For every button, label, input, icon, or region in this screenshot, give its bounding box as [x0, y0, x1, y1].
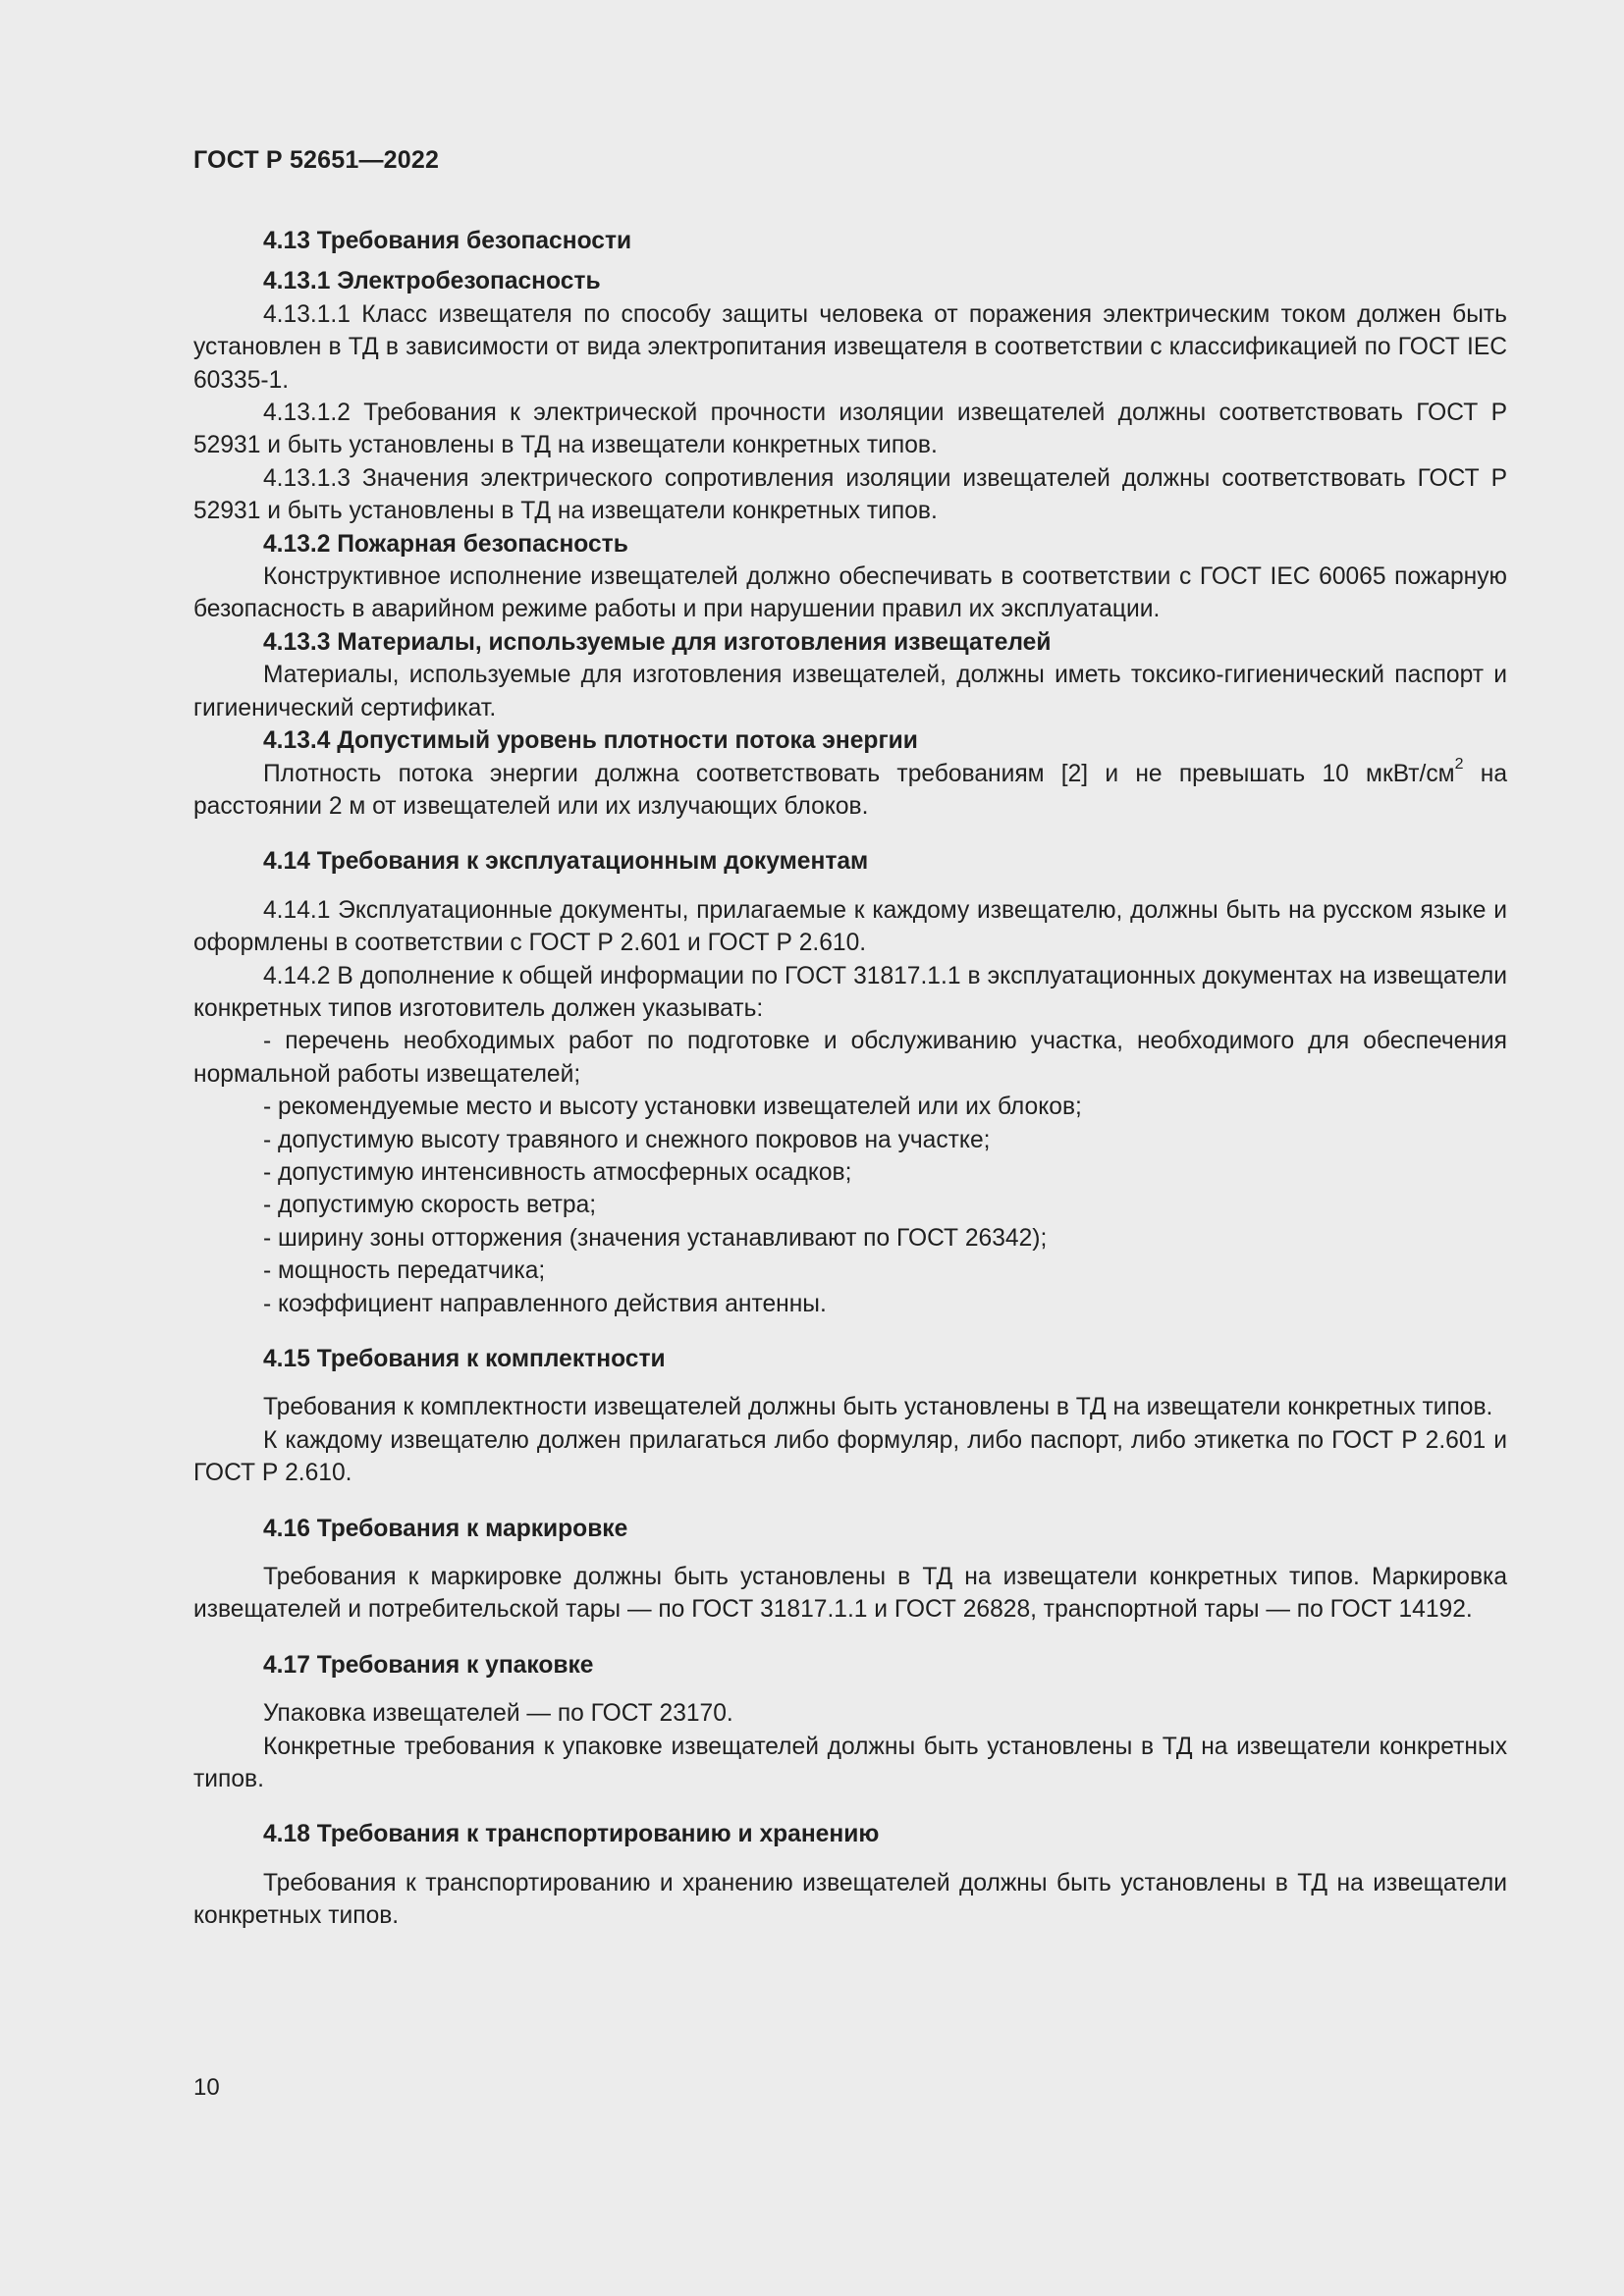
- paragraph-4-14-1: 4.14.1 Эксплуатационные документы, прилагаемые к каждому извещателю, должны быть на русском языке и оформлены в соответствии с ГОСТ Р 2.601 и ГОСТ Р 2.610.: [193, 896, 1507, 957]
- paragraph-4-17-2: Конкретные требования к упаковке извещателей должны быть установлены в ТД на извещатели конкретных типов.: [193, 1733, 1507, 1793]
- section-4-14-heading: 4.14 Требования к эксплуатационным документам: [263, 848, 869, 876]
- document-code-header: ГОСТ Р 52651—2022: [193, 146, 440, 174]
- paragraph-4-13-4-text-end: на расстоянии 2 м от извещателей или их излучающих блоков.: [193, 760, 1508, 820]
- section-4-13-heading: 4.13 Требования безопасности: [263, 228, 632, 254]
- subsection-4-13-2-heading: 4.13.2 Пожарная безопасность: [263, 530, 628, 558]
- list-item: - ширину зоны отторжения (значения устанавливают по ГОСТ 26342);: [263, 1224, 1048, 1252]
- paragraph-4-13-1-2: 4.13.1.2 Требования к электрической прочности изоляции извещателей должны соответствовать ГОСТ Р 52931 и быть установлены в ТД на извещатели конкретных типов.: [193, 400, 1507, 459]
- list-item: - допустимую скорость ветра;: [263, 1192, 597, 1219]
- superscript-2: 2: [1454, 756, 1464, 774]
- paragraph-4-14-2: 4.14.2 В дополнение к общей информации по ГОСТ 31817.1.1 в эксплуатационных документах на извещатели конкретных типов изготовитель должен указывать:: [193, 962, 1507, 1022]
- section-4-16-heading: 4.16 Требования к маркировке: [263, 1515, 628, 1542]
- paragraph-4-13-3: Материалы, используемые для изготовления извещателей, должны иметь токсико-гигиенический паспорт и гигиенический сертификат.: [193, 662, 1507, 721]
- paragraph-4-13-4-text: Плотность потока энергии должна соответствовать требованиям [2] и не превышать 10 мкВт/см: [263, 760, 1455, 787]
- list-item: - допустимую интенсивность атмосферных осадков;: [263, 1158, 852, 1186]
- paragraph-4-13-2: Конструктивное исполнение извещателей должно обеспечивать в соответствии с ГОСТ IEC 60065 пожарную безопасность в аварийном режиме работы и при нарушении правил их эксплуатации.: [193, 563, 1507, 623]
- subsection-4-13-3-heading: 4.13.3 Материалы, используемые для изготовления извещателей: [263, 628, 1052, 656]
- section-4-15-heading: 4.15 Требования к комплектности: [263, 1346, 666, 1372]
- list-item: - перечень необходимых работ по подготовке и обслуживанию участка, необходимого для обеспечения нормальной работы извещателей;: [193, 1028, 1507, 1088]
- list-item: - мощность передатчика;: [263, 1257, 546, 1285]
- page-number: 10: [193, 2074, 220, 2101]
- paragraph-4-13-1-1: 4.13.1.1 Класс извещателя по способу защиты человека от поражения электрическим током должен быть установлен в ТД в зависимости от вида электропитания извещателя в соответствии с классификацией по ГОСТ IEC 60335-1.: [193, 300, 1507, 394]
- list-item: - допустимую высоту травяного и снежного покровов на участке;: [263, 1126, 991, 1153]
- paragraph-4-15-2: К каждому извещателю должен прилагаться либо формуляр, либо паспорт, либо этикетка по ГОСТ Р 2.601 и ГОСТ Р 2.610.: [193, 1426, 1507, 1487]
- paragraph-4-13-1-3: 4.13.1.3 Значения электрического сопротивления изоляции извещателей должны соответствовать ГОСТ Р 52931 и быть установлены в ТД на извещатели конкретных типов.: [193, 464, 1507, 525]
- paragraph-4-17-1: Упаковка извещателей — по ГОСТ 23170.: [263, 1700, 733, 1728]
- document-body: [193, 225, 1507, 1933]
- section-4-17-heading: 4.17 Требования к упаковке: [263, 1651, 594, 1679]
- list-item: - рекомендуемые место и высоту установки извещателей или их блоков;: [263, 1094, 1082, 1121]
- paragraph-4-15-1: Требования к комплектности извещателей должны быть установлены в ТД на извещатели конкретных типов.: [263, 1394, 1493, 1421]
- paragraph-4-16: Требования к маркировке должны быть установлены в ТД на извещатели конкретных типов. Маркировка извещателей и потребительской тары — по ГОСТ 31817.1.1 и ГОСТ 26828, транспортной тары — по ГОСТ 14192.: [193, 1564, 1507, 1624]
- section-4-18-heading: 4.18 Требования к транспортированию и хранению: [263, 1821, 880, 1848]
- list-item: - коэффициент направленного действия антенны.: [263, 1290, 827, 1317]
- paragraph-4-18: Требования к транспортированию и хранению извещателей должны быть установлены в ТД на извещатели конкретных типов.: [193, 1869, 1507, 1930]
- subsection-4-13-4-heading: 4.13.4 Допустимый уровень плотности потока энергии: [263, 727, 918, 755]
- subsection-4-13-1-heading: 4.13.1 Электробезопасность: [263, 268, 601, 295]
- document-page: [193, 0, 1507, 2296]
- paragraph-4-13-4: [193, 758, 1507, 824]
